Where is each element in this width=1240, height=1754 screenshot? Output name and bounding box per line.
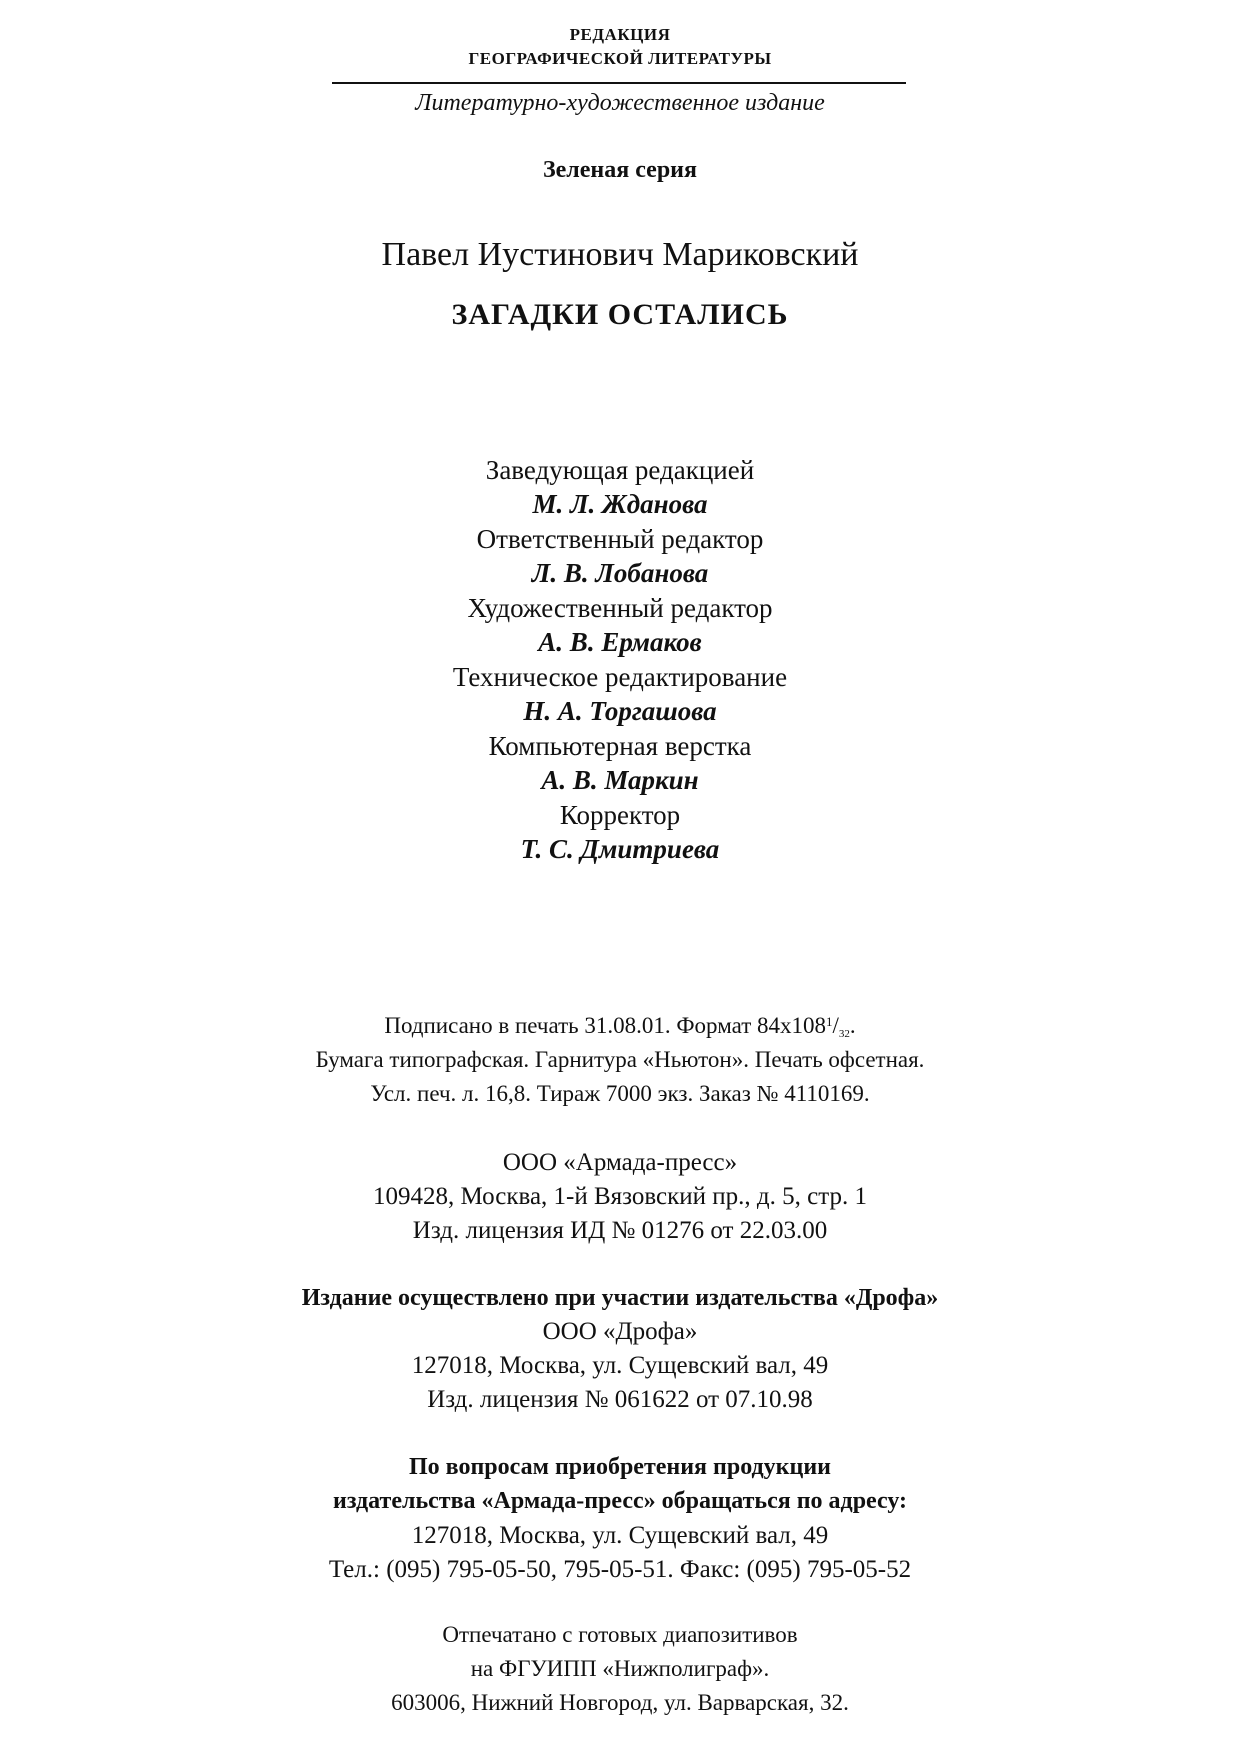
book-title: ЗАГАДКИ ОСТАЛИСЬ xyxy=(451,298,789,331)
staff-role: Заведующая редакцией xyxy=(485,455,755,485)
orders-heading1: По вопросам приобретения продукции xyxy=(409,1454,831,1480)
staff-name: А. В. Ермаков xyxy=(538,627,702,657)
publisher-address: 109428, Москва, 1-й Вязовский пр., д. 5, стр. 1 xyxy=(373,1183,867,1210)
series-name: Зеленая серия xyxy=(542,157,697,183)
publisher-license: Изд. лицензия ИД № 01276 от 22.03.00 xyxy=(412,1217,828,1244)
author-name: Павел Иустинович Мариковский xyxy=(381,236,859,273)
editorial-office-line2: ГЕОГРАФИЧЕСКОЙ ЛИТЕРАТУРЫ xyxy=(468,49,772,68)
staff-role: Компьютерная верстка xyxy=(488,731,752,761)
staff-role: Корректор xyxy=(559,800,681,830)
staff-role: Художественный редактор xyxy=(467,593,773,623)
staff-role: Ответственный редактор xyxy=(476,524,764,554)
copublisher-heading: Издание осуществлено при участии издательства «Дрофа» xyxy=(301,1285,939,1311)
edition-type: Литературно-художественное издание xyxy=(415,90,825,116)
print-info-line2: Бумага типографская. Гарнитура «Ньютон». Печать офсетная. xyxy=(315,1047,925,1072)
orders-heading2: издательства «Армада-пресс» обращаться по адресу: xyxy=(333,1488,907,1514)
staff-name: Н. А. Торгашова xyxy=(523,696,717,726)
copublisher-license: Изд. лицензия № 061622 от 07.10.98 xyxy=(427,1386,813,1413)
printer-line2: на ФГУИПП «Нижполиграф». xyxy=(470,1656,770,1681)
printer-line3: 603006, Нижний Новгород, ул. Варварская, 32. xyxy=(391,1690,849,1715)
copublisher-address: 127018, Москва, ул. Сущевский вал, 49 xyxy=(411,1352,829,1379)
print-info-line3: Усл. печ. л. 16,8. Тираж 7000 экз. Заказ № 4110169. xyxy=(370,1081,870,1106)
print-info-line1: Подписано в печать 31.08.01. Формат $84х108^1/_{32}$. xyxy=(384,1013,856,1040)
publisher-name: ООО «Армада-пресс» xyxy=(502,1149,738,1176)
staff-name: Л. В. Лобанова xyxy=(531,558,709,588)
staff-name: Т. С. Дмитриева xyxy=(520,834,720,864)
printer-line1: Отпечатано с готовых диапозитивов xyxy=(442,1622,798,1647)
editorial-office-line1: РЕДАКЦИЯ xyxy=(569,25,671,44)
staff-name: А. В. Маркин xyxy=(541,765,699,795)
copublisher-name: ООО «Дрофа» xyxy=(542,1318,698,1345)
orders-phones: Тел.: (095) 795-05-50, 795-05-51. Факс: (095) 795-05-52 xyxy=(328,1556,912,1583)
staff-name: М. Л. Жданова xyxy=(532,489,708,519)
staff-role: Техническое редактирование xyxy=(452,662,788,692)
orders-address: 127018, Москва, ул. Сущевский вал, 49 xyxy=(411,1522,829,1549)
header-divider xyxy=(332,82,906,84)
